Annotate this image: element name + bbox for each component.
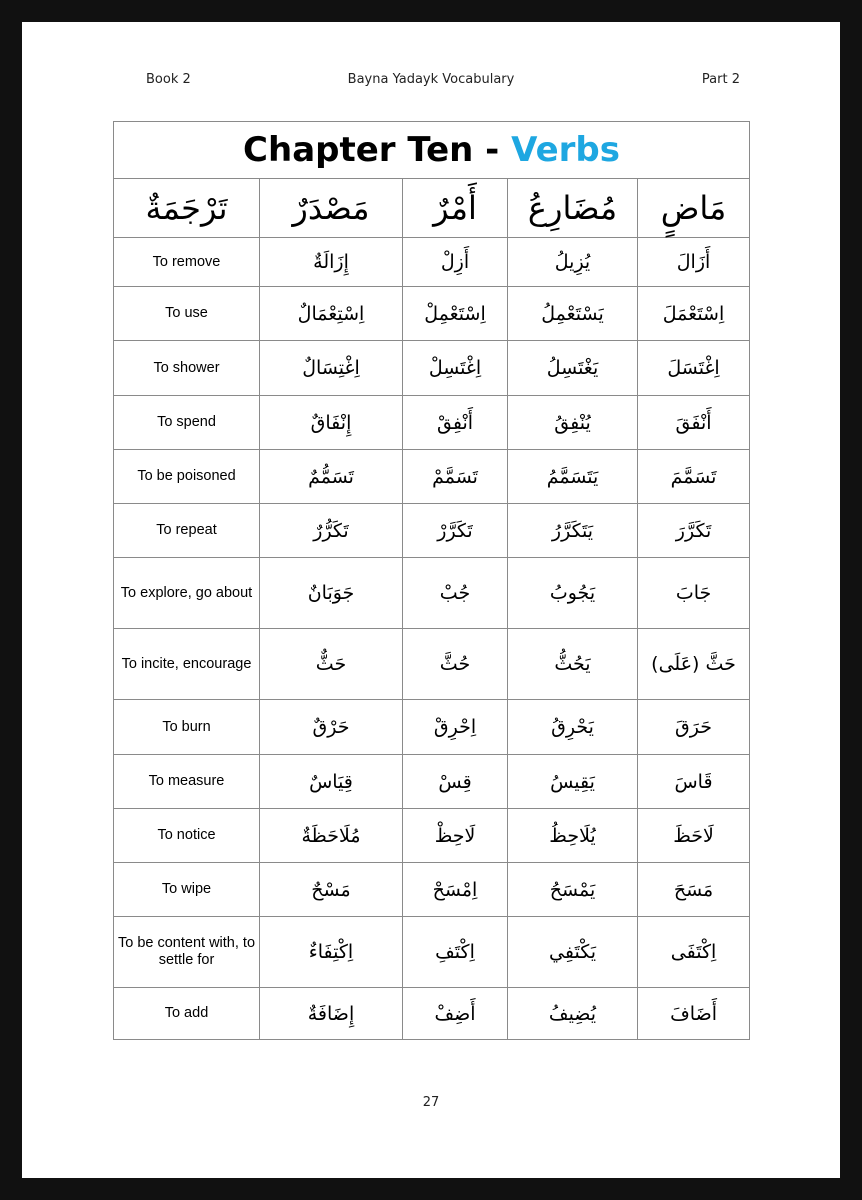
amr-cell: تَسَمَّمْ [403,450,508,504]
amr-cell: جُبْ [403,558,508,629]
header-part: Part 2 [701,72,740,87]
masdar-cell: جَوَبَانٌ [260,558,403,629]
mudari-cell: يُنْفِقُ [508,396,638,450]
madi-cell: اِغْتَسَلَ [638,341,750,396]
madi-cell: اِسْتَعْمَلَ [638,287,750,341]
mudari-cell: يَتَسَمَّمُ [508,450,638,504]
table-row [114,917,750,988]
amr-cell: اِسْتَعْمِلْ [403,287,508,341]
amr-cell: حُثَّ [403,629,508,700]
column-header-masdar: مَصْدَرٌ [260,179,403,238]
header-title: Bayna Yadayk Vocabulary [347,72,515,87]
mudari-cell: يَمْسَحُ [508,863,638,917]
masdar-cell: مُلَاحَظَةٌ [260,809,403,863]
masdar-cell: مَسْحٌ [260,863,403,917]
translation-cell: To incite, encourage [114,629,260,700]
mudari-cell: يَتَكَرَّرُ [508,504,638,558]
madi-cell: أَزَالَ [638,238,750,287]
table-row [114,988,750,1040]
masdar-cell: اِسْتِعْمَالٌ [260,287,403,341]
masdar-cell: تَسَمُّمٌ [260,450,403,504]
mudari-cell: يَسْتَعْمِلُ [508,287,638,341]
madi-cell: قَاسَ [638,755,750,809]
madi-cell: تَكَرَّرَ [638,504,750,558]
translation-cell: To remove [114,238,260,287]
mudari-cell: يَقِيسُ [508,755,638,809]
madi-cell: أَنْفَقَ [638,396,750,450]
masdar-cell: اِكْتِفَاءٌ [260,917,403,988]
translation-cell: To notice [114,809,260,863]
column-header-translation: تَرْجَمَةٌ [114,179,260,238]
translation-cell: To burn [114,700,260,755]
translation-cell: To wipe [114,863,260,917]
amr-cell: تَكَرَّرْ [403,504,508,558]
masdar-cell: اِغْتِسَالٌ [260,341,403,396]
amr-cell: لَاحِظْ [403,809,508,863]
table-row [114,558,750,629]
mudari-cell: يُلَاحِظُ [508,809,638,863]
translation-cell: To be content with, to settle for [114,917,260,988]
translation-cell: To add [114,988,260,1040]
mudari-cell: يَجُوبُ [508,558,638,629]
amr-cell: قِسْ [403,755,508,809]
masdar-cell: حَثٌّ [260,629,403,700]
column-header-mudari: مُضَارِعُ [508,179,638,238]
mudari-cell: يَحْرِقُ [508,700,638,755]
amr-cell: اِكْتَفِ [403,917,508,988]
masdar-cell: إِزَالَةٌ [260,238,403,287]
amr-cell: اِغْتَسِلْ [403,341,508,396]
vocabulary-table [113,121,750,1040]
table-row [114,700,750,755]
madi-cell: تَسَمَّمَ [638,450,750,504]
madi-cell: مَسَحَ [638,863,750,917]
page-number: 27 [422,1095,440,1110]
masdar-cell: قِيَاسٌ [260,755,403,809]
madi-cell: جَابَ [638,558,750,629]
mudari-cell: يَكْتَفِي [508,917,638,988]
translation-cell: To shower [114,341,260,396]
table-row [114,287,750,341]
mudari-cell: يُضِيفُ [508,988,638,1040]
madi-cell: حَرَقَ [638,700,750,755]
table-row [114,238,750,287]
table-row [114,863,750,917]
table-row [114,629,750,700]
translation-cell: To measure [114,755,260,809]
masdar-cell: حَرْقٌ [260,700,403,755]
mudari-cell: يَغْتَسِلُ [508,341,638,396]
chapter-title-main: Chapter Ten - [243,130,512,170]
column-header-madi: مَاضٍ [638,179,750,238]
translation-cell: To spend [114,396,260,450]
madi-cell: أَضَافَ [638,988,750,1040]
mudari-cell: يُزِيلُ [508,238,638,287]
amr-cell: أَزِلْ [403,238,508,287]
madi-cell: لَاحَظَ [638,809,750,863]
mudari-cell: يَحُثُّ [508,629,638,700]
table-row [114,396,750,450]
table-row [114,450,750,504]
masdar-cell: تَكَرُّرٌ [260,504,403,558]
amr-cell: أَنْفِقْ [403,396,508,450]
masdar-cell: إِضَافَةٌ [260,988,403,1040]
madi-cell: حَثَّ (عَلَى) [638,629,750,700]
chapter-title-accent: Verbs [511,130,620,170]
translation-cell: To repeat [114,504,260,558]
amr-cell: أَضِفْ [403,988,508,1040]
translation-cell: To use [114,287,260,341]
document-page [22,22,840,1178]
translation-cell: To explore, go about [114,558,260,629]
madi-cell: اِكْتَفَى [638,917,750,988]
table-row [114,341,750,396]
amr-cell: اِمْسَحْ [403,863,508,917]
table-row [114,809,750,863]
table-row [114,504,750,558]
masdar-cell: إِنْفَاقٌ [260,396,403,450]
column-header-amr: أَمْرٌ [403,179,508,238]
translation-cell: To be poisoned [114,450,260,504]
header-book: Book 2 [146,72,191,87]
chapter-title [114,122,750,179]
amr-cell: اِحْرِقْ [403,700,508,755]
table-row [114,755,750,809]
